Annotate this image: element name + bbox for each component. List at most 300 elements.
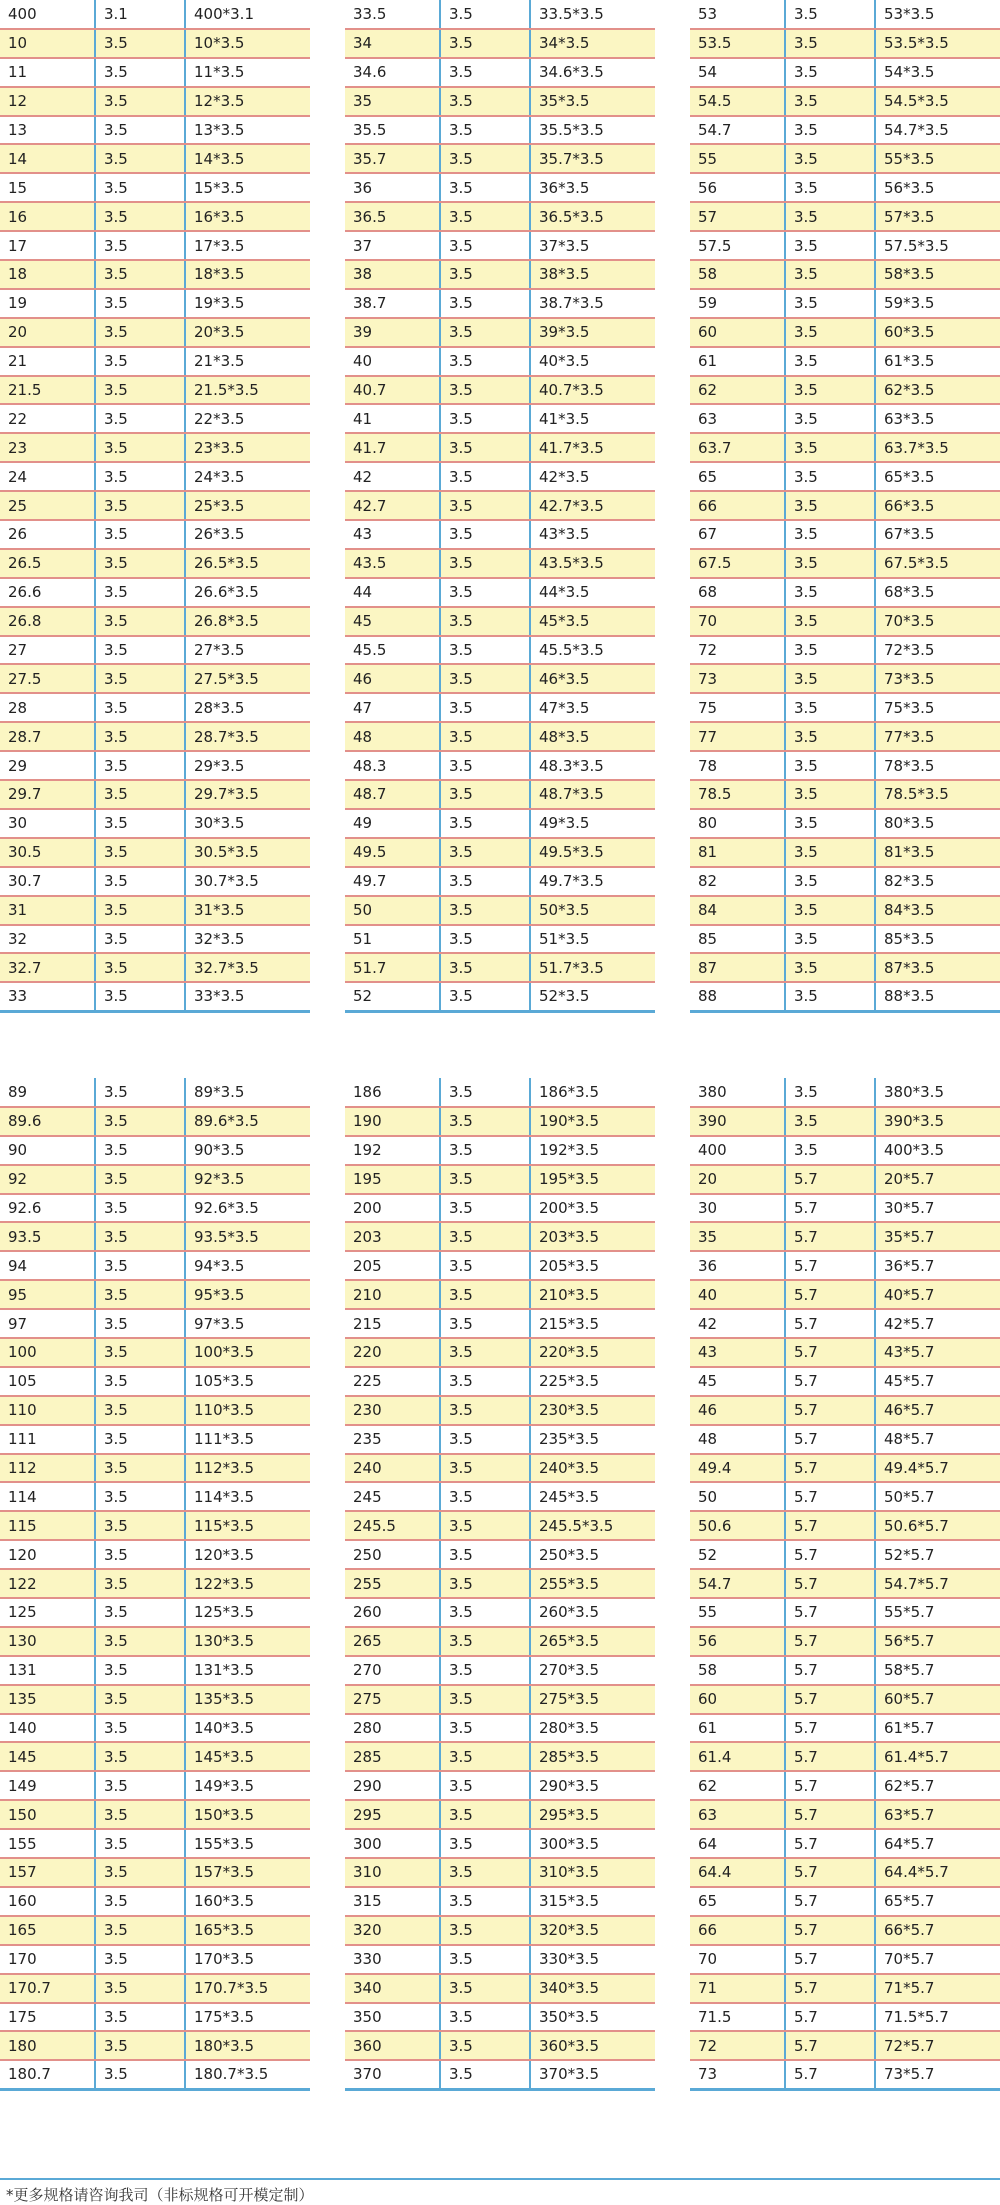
spec-size-cell: 55*3.5 (875, 144, 1000, 173)
spec-size-cell: 50*3.5 (530, 896, 655, 925)
table-row (0, 982, 310, 1011)
spec-size-cell: 111*3.5 (185, 1425, 310, 1454)
spec-thickness-cell: 3.5 (95, 1280, 185, 1309)
spec-thickness-cell: 5.7 (785, 1309, 875, 1338)
table-row (0, 404, 310, 433)
spec-size-cell: 31*3.5 (185, 896, 310, 925)
spec-thickness-cell: 3.5 (95, 722, 185, 751)
spec-thickness-cell: 3.5 (95, 1829, 185, 1858)
spec-diameter-cell: 50.6 (690, 1511, 785, 1540)
table-row (345, 925, 655, 954)
spec-thickness-cell: 3.5 (785, 491, 875, 520)
table-row (345, 404, 655, 433)
spec-diameter-cell: 55 (690, 1598, 785, 1627)
table-row (0, 780, 310, 809)
spec-thickness-cell: 3.5 (785, 693, 875, 722)
spec-thickness-cell: 3.5 (95, 1598, 185, 1627)
spec-diameter-cell: 33 (0, 982, 95, 1011)
spec-size-cell: 62*3.5 (875, 376, 1000, 405)
spec-size-cell: 10*3.5 (185, 29, 310, 58)
spec-diameter-cell: 105 (0, 1367, 95, 1396)
spec-thickness-cell: 3.5 (785, 809, 875, 838)
spec-diameter-cell: 27.5 (0, 664, 95, 693)
table-row (0, 1511, 310, 1540)
table-row (345, 1251, 655, 1280)
table-row (690, 664, 1000, 693)
spec-thickness-cell: 3.5 (440, 1714, 530, 1743)
table-row (690, 607, 1000, 636)
spec-thickness-cell: 3.5 (95, 578, 185, 607)
table-row (0, 1569, 310, 1598)
spec-diameter-cell: 39 (345, 318, 440, 347)
spec-thickness-cell: 3.5 (95, 58, 185, 87)
spec-thickness-cell: 3.5 (95, 144, 185, 173)
spec-diameter-cell: 38 (345, 260, 440, 289)
spec-size-cell: 32*3.5 (185, 925, 310, 954)
spec-diameter-cell: 215 (345, 1309, 440, 1338)
spec-thickness-cell: 3.5 (785, 636, 875, 665)
table-row (690, 1338, 1000, 1367)
spec-thickness-cell: 3.5 (440, 87, 530, 116)
spec-diameter-cell: 49.7 (345, 867, 440, 896)
spec-thickness-cell: 3.5 (440, 664, 530, 693)
spec-size-cell: 90*3.5 (185, 1136, 310, 1165)
table-row (345, 116, 655, 145)
spec-diameter-cell: 280 (345, 1714, 440, 1743)
spec-thickness-cell: 3.5 (95, 1396, 185, 1425)
spec-diameter-cell: 270 (345, 1656, 440, 1685)
spec-size-cell: 25*3.5 (185, 491, 310, 520)
spec-diameter-cell: 64.4 (690, 1858, 785, 1887)
table-row (690, 896, 1000, 925)
spec-size-cell: 71*5.7 (875, 1974, 1000, 2003)
spec-diameter-cell: 32.7 (0, 953, 95, 982)
table-row (345, 1367, 655, 1396)
spec-diameter-cell: 100 (0, 1338, 95, 1367)
spec-thickness-cell: 3.5 (95, 404, 185, 433)
spec-thickness-cell: 5.7 (785, 1338, 875, 1367)
spec-thickness-cell: 3.5 (95, 1251, 185, 1280)
spec-size-cell: 380*3.5 (875, 1078, 1000, 1107)
spec-diameter-cell: 12 (0, 87, 95, 116)
spec-size-cell: 260*3.5 (530, 1598, 655, 1627)
table-row (0, 1425, 310, 1454)
spec-size-cell: 170.7*3.5 (185, 1974, 310, 2003)
spec-size-cell: 320*3.5 (530, 1916, 655, 1945)
spec-thickness-cell: 3.5 (440, 2031, 530, 2060)
table-row (345, 433, 655, 462)
spec-size-cell: 88*3.5 (875, 982, 1000, 1011)
spec-size-cell: 21*3.5 (185, 347, 310, 376)
spec-size-cell: 110*3.5 (185, 1396, 310, 1425)
spec-size-cell: 225*3.5 (530, 1367, 655, 1396)
spec-size-cell: 40*3.5 (530, 347, 655, 376)
table-row (690, 58, 1000, 87)
table-row (690, 1251, 1000, 1280)
spec-diameter-cell: 46 (690, 1396, 785, 1425)
spec-size-cell: 115*3.5 (185, 1511, 310, 1540)
spec-thickness-cell: 3.5 (95, 1800, 185, 1829)
spec-diameter-cell: 13 (0, 116, 95, 145)
spec-diameter-cell: 17 (0, 231, 95, 260)
spec-size-cell: 13*3.5 (185, 116, 310, 145)
spec-thickness-cell: 3.5 (440, 1136, 530, 1165)
spec-thickness-cell: 5.7 (785, 1714, 875, 1743)
table-row (690, 2031, 1000, 2060)
table-row (345, 1656, 655, 1685)
spec-thickness-cell: 3.5 (95, 896, 185, 925)
spec-thickness-cell: 3.5 (95, 116, 185, 145)
spec-thickness-cell: 3.5 (785, 29, 875, 58)
table-row (690, 1627, 1000, 1656)
table-row (0, 231, 310, 260)
spec-thickness-cell: 3.5 (440, 1945, 530, 1974)
spec-size-cell: 52*5.7 (875, 1540, 1000, 1569)
table-row (345, 664, 655, 693)
spec-diameter-cell: 149 (0, 1771, 95, 1800)
spec-diameter-cell: 52 (690, 1540, 785, 1569)
spec-diameter-cell: 26.6 (0, 578, 95, 607)
spec-size-cell: 175*3.5 (185, 2003, 310, 2032)
spec-thickness-cell: 3.5 (785, 982, 875, 1011)
spec-thickness-cell: 3.5 (440, 1511, 530, 1540)
table-row (690, 1309, 1000, 1338)
spec-size-cell: 78.5*3.5 (875, 780, 1000, 809)
table-row (690, 1222, 1000, 1251)
table-row (345, 1685, 655, 1714)
table-row (0, 202, 310, 231)
spec-thickness-cell: 3.5 (440, 1280, 530, 1309)
spec-thickness-cell: 3.5 (785, 462, 875, 491)
spec-thickness-cell: 3.5 (440, 1165, 530, 1194)
table-row (690, 1280, 1000, 1309)
spec-size-cell: 157*3.5 (185, 1858, 310, 1887)
table-row (345, 953, 655, 982)
table-row (690, 260, 1000, 289)
table-row (690, 1136, 1000, 1165)
spec-size-cell: 34*3.5 (530, 29, 655, 58)
spec-thickness-cell: 3.5 (95, 1569, 185, 1598)
spec-diameter-cell: 59 (690, 289, 785, 318)
spec-size-cell: 49*3.5 (530, 809, 655, 838)
table-row (345, 751, 655, 780)
table-row (345, 1916, 655, 1945)
spec-size-cell: 60*5.7 (875, 1685, 1000, 1714)
table-row (345, 1425, 655, 1454)
spec-diameter-cell: 120 (0, 1540, 95, 1569)
table-row (0, 722, 310, 751)
spec-diameter-cell: 30.5 (0, 838, 95, 867)
spec-size-cell: 400*3.1 (185, 0, 310, 29)
spec-diameter-cell: 145 (0, 1742, 95, 1771)
spec-thickness-cell: 3.5 (95, 1916, 185, 1945)
spec-size-cell: 70*5.7 (875, 1945, 1000, 1974)
spec-thickness-cell: 3.5 (95, 1714, 185, 1743)
table-row (0, 1800, 310, 1829)
table-row (0, 1136, 310, 1165)
spec-diameter-cell: 38.7 (345, 289, 440, 318)
spec-thickness-cell: 3.5 (95, 173, 185, 202)
spec-thickness-cell: 3.5 (440, 376, 530, 405)
spec-diameter-cell: 66 (690, 1916, 785, 1945)
spec-diameter-cell: 290 (345, 1771, 440, 1800)
spec-diameter-cell: 220 (345, 1338, 440, 1367)
spec-diameter-cell: 56 (690, 173, 785, 202)
spec-size-cell: 64*5.7 (875, 1829, 1000, 1858)
table-row (690, 1454, 1000, 1483)
spec-diameter-cell: 70 (690, 1945, 785, 1974)
spec-size-cell: 215*3.5 (530, 1309, 655, 1338)
table-row (0, 376, 310, 405)
spec-size-cell: 49.7*3.5 (530, 867, 655, 896)
spec-diameter-cell: 42 (345, 462, 440, 491)
spec-diameter-cell: 56 (690, 1627, 785, 1656)
spec-diameter-cell: 26 (0, 520, 95, 549)
spec-size-cell: 35.5*3.5 (530, 116, 655, 145)
spec-diameter-cell: 94 (0, 1251, 95, 1280)
table-row (0, 1540, 310, 1569)
spec-diameter-cell: 315 (345, 1887, 440, 1916)
spec-size-cell: 77*3.5 (875, 722, 1000, 751)
spec-diameter-cell: 26.8 (0, 607, 95, 636)
spec-diameter-cell: 110 (0, 1396, 95, 1425)
spec-thickness-cell: 3.5 (95, 1425, 185, 1454)
spec-size-cell: 60*3.5 (875, 318, 1000, 347)
spec-thickness-cell: 3.5 (95, 1165, 185, 1194)
table-row (345, 896, 655, 925)
spec-thickness-cell: 3.5 (440, 318, 530, 347)
spec-thickness-cell: 3.5 (95, 1482, 185, 1511)
table-row (345, 2060, 655, 2089)
spec-size-cell: 47*3.5 (530, 693, 655, 722)
table-row (690, 1540, 1000, 1569)
table-row (690, 376, 1000, 405)
spec-thickness-cell: 5.7 (785, 1858, 875, 1887)
spec-size-cell: 56*3.5 (875, 173, 1000, 202)
spec-thickness-cell: 3.5 (440, 462, 530, 491)
spec-size-cell: 58*5.7 (875, 1656, 1000, 1685)
spec-size-cell: 340*3.5 (530, 1974, 655, 2003)
spec-table-top-right (690, 0, 1000, 1013)
spec-diameter-cell: 112 (0, 1454, 95, 1483)
spec-size-cell: 54.7*3.5 (875, 116, 1000, 145)
table-row (690, 1771, 1000, 1800)
table-row (690, 722, 1000, 751)
spec-size-cell: 140*3.5 (185, 1714, 310, 1743)
spec-diameter-cell: 370 (345, 2060, 440, 2089)
spec-diameter-cell: 360 (345, 2031, 440, 2060)
table-row (345, 1627, 655, 1656)
spec-size-cell: 250*3.5 (530, 1540, 655, 1569)
spec-size-cell: 87*3.5 (875, 953, 1000, 982)
spec-diameter-cell: 140 (0, 1714, 95, 1743)
spec-diameter-cell: 28 (0, 693, 95, 722)
spec-size-cell: 220*3.5 (530, 1338, 655, 1367)
spec-thickness-cell: 3.5 (440, 29, 530, 58)
spec-diameter-cell: 52 (345, 982, 440, 1011)
spec-size-cell: 14*3.5 (185, 144, 310, 173)
spec-size-cell: 30.7*3.5 (185, 867, 310, 896)
table-row (690, 404, 1000, 433)
spec-thickness-cell: 3.5 (95, 751, 185, 780)
spec-diameter-cell: 32 (0, 925, 95, 954)
spec-diameter-cell: 114 (0, 1482, 95, 1511)
spec-size-cell: 285*3.5 (530, 1742, 655, 1771)
spec-diameter-cell: 157 (0, 1858, 95, 1887)
spec-diameter-cell: 54.5 (690, 87, 785, 116)
spec-size-cell: 390*3.5 (875, 1107, 1000, 1136)
spec-table-bottom-right (690, 1078, 1000, 2091)
table-row (0, 636, 310, 665)
spec-thickness-cell: 5.7 (785, 2031, 875, 2060)
spec-thickness-cell: 3.5 (95, 925, 185, 954)
table-row (690, 1598, 1000, 1627)
spec-thickness-cell: 3.5 (440, 693, 530, 722)
spec-thickness-cell: 3.5 (440, 838, 530, 867)
spec-thickness-cell: 5.7 (785, 1742, 875, 1771)
spec-thickness-cell: 3.5 (785, 896, 875, 925)
spec-size-cell: 67.5*3.5 (875, 549, 1000, 578)
spec-thickness-cell: 3.5 (785, 144, 875, 173)
spec-size-cell: 32.7*3.5 (185, 953, 310, 982)
spec-diameter-cell: 92.6 (0, 1194, 95, 1223)
table-row (345, 1338, 655, 1367)
spec-diameter-cell: 66 (690, 491, 785, 520)
table-row (690, 1396, 1000, 1425)
spec-thickness-cell: 3.5 (95, 693, 185, 722)
spec-diameter-cell: 350 (345, 2003, 440, 2032)
table-row (0, 549, 310, 578)
spec-thickness-cell: 3.5 (440, 1829, 530, 1858)
table-row (0, 1858, 310, 1887)
table-row (0, 953, 310, 982)
spec-size-cell: 58*3.5 (875, 260, 1000, 289)
spec-diameter-cell: 14 (0, 144, 95, 173)
spec-diameter-cell: 40 (690, 1280, 785, 1309)
spec-thickness-cell: 3.5 (440, 549, 530, 578)
spec-thickness-cell: 3.5 (440, 1309, 530, 1338)
table-row (345, 1222, 655, 1251)
table-row (345, 144, 655, 173)
spec-diameter-cell: 48.3 (345, 751, 440, 780)
spec-diameter-cell: 203 (345, 1222, 440, 1251)
spec-size-cell: 20*5.7 (875, 1165, 1000, 1194)
table-row (345, 0, 655, 29)
spec-thickness-cell: 3.5 (440, 1107, 530, 1136)
table-row (690, 1800, 1000, 1829)
spec-diameter-cell: 29 (0, 751, 95, 780)
spec-diameter-cell: 180 (0, 2031, 95, 2060)
spec-size-cell: 57.5*3.5 (875, 231, 1000, 260)
spec-diameter-cell: 36 (690, 1251, 785, 1280)
spec-size-cell: 94*3.5 (185, 1251, 310, 1280)
table-row (0, 867, 310, 896)
spec-thickness-cell: 3.5 (440, 1916, 530, 1945)
spec-diameter-cell: 37 (345, 231, 440, 260)
spec-thickness-cell: 3.5 (95, 636, 185, 665)
table-row (0, 1656, 310, 1685)
spec-thickness-cell: 3.5 (785, 1136, 875, 1165)
spec-size-cell: 95*3.5 (185, 1280, 310, 1309)
spec-size-cell: 54.7*5.7 (875, 1569, 1000, 1598)
spec-diameter-cell: 53.5 (690, 29, 785, 58)
spec-size-cell: 70*3.5 (875, 607, 1000, 636)
spec-size-cell: 160*3.5 (185, 1887, 310, 1916)
spec-thickness-cell: 3.5 (440, 925, 530, 954)
spec-size-cell: 49.5*3.5 (530, 838, 655, 867)
table-row (345, 578, 655, 607)
table-row (690, 1482, 1000, 1511)
spec-thickness-cell: 5.7 (785, 1540, 875, 1569)
table-row (345, 693, 655, 722)
spec-diameter-cell: 48 (690, 1425, 785, 1454)
spec-size-cell: 92.6*3.5 (185, 1194, 310, 1223)
spec-diameter-cell: 170 (0, 1945, 95, 1974)
table-row (345, 549, 655, 578)
table-row (345, 838, 655, 867)
spec-size-cell: 190*3.5 (530, 1107, 655, 1136)
spec-thickness-cell: 3.5 (95, 1945, 185, 1974)
spec-size-cell: 186*3.5 (530, 1078, 655, 1107)
spec-diameter-cell: 20 (690, 1165, 785, 1194)
spec-diameter-cell: 61 (690, 1714, 785, 1743)
spec-thickness-cell: 3.5 (95, 433, 185, 462)
table-row (345, 260, 655, 289)
table-row (690, 693, 1000, 722)
spec-diameter-cell: 89.6 (0, 1107, 95, 1136)
spec-diameter-cell: 46 (345, 664, 440, 693)
spec-thickness-cell: 3.5 (95, 2003, 185, 2032)
table-row (0, 1454, 310, 1483)
spec-diameter-cell: 195 (345, 1165, 440, 1194)
spec-diameter-cell: 49 (345, 809, 440, 838)
spec-diameter-cell: 400 (690, 1136, 785, 1165)
spec-size-cell: 75*3.5 (875, 693, 1000, 722)
table-row (0, 1194, 310, 1223)
spec-size-cell: 125*3.5 (185, 1598, 310, 1627)
spec-diameter-cell: 87 (690, 953, 785, 982)
spec-diameter-cell: 78.5 (690, 780, 785, 809)
table-row (690, 1511, 1000, 1540)
spec-thickness-cell: 3.1 (95, 0, 185, 29)
spec-thickness-cell: 3.5 (95, 549, 185, 578)
table-row (345, 1800, 655, 1829)
spec-thickness-cell: 5.7 (785, 1396, 875, 1425)
spec-thickness-cell: 3.5 (440, 1771, 530, 1800)
spec-thickness-cell: 3.5 (95, 1742, 185, 1771)
spec-size-cell: 50.6*5.7 (875, 1511, 1000, 1540)
spec-diameter-cell: 285 (345, 1742, 440, 1771)
spec-diameter-cell: 42 (690, 1309, 785, 1338)
spec-diameter-cell: 45.5 (345, 636, 440, 665)
table-row (345, 780, 655, 809)
spec-diameter-cell: 115 (0, 1511, 95, 1540)
table-row (345, 462, 655, 491)
spec-size-cell: 26.8*3.5 (185, 607, 310, 636)
spec-thickness-cell: 3.5 (440, 2060, 530, 2089)
spec-thickness-cell: 3.5 (440, 982, 530, 1011)
table-row (690, 29, 1000, 58)
spec-diameter-cell: 68 (690, 578, 785, 607)
spec-size-cell: 15*3.5 (185, 173, 310, 202)
spec-thickness-cell: 3.5 (95, 1974, 185, 2003)
spec-size-cell: 61.4*5.7 (875, 1742, 1000, 1771)
spec-size-cell: 64.4*5.7 (875, 1858, 1000, 1887)
spec-thickness-cell: 3.5 (440, 1569, 530, 1598)
spec-thickness-cell: 3.5 (440, 491, 530, 520)
spec-thickness-cell: 3.5 (95, 29, 185, 58)
spec-thickness-cell: 3.5 (440, 1194, 530, 1223)
